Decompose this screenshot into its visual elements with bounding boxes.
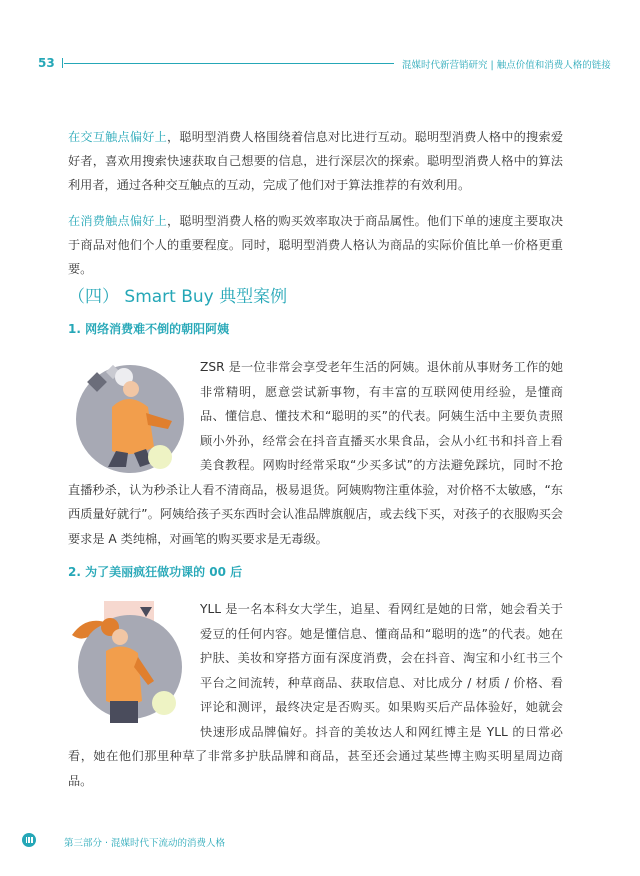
running-title: 混媒时代新营销研究 | 触点价值和消费人格的链接 <box>402 60 611 71</box>
footer-part-label: 第三部分 · 混媒时代下流动的消费人格 <box>64 838 226 849</box>
page-number: 53 <box>38 56 55 70</box>
section-heading: （四） Smart Buy 典型案例 <box>68 287 288 307</box>
interaction-text: ，聪明型消费人格围绕着信息对比进行互动。聪明型消费人格中的搜索爱好者，喜欢用搜索快速获取自己想要的信息，进行深层次的探索。聪明型消费人格中的算法利用者，通过各种交互触点的互动，完成了他们对于算法推荐的有效利用。 <box>68 130 564 192</box>
case-1-block <box>68 355 563 551</box>
consumption-highlight: 在消费触点偏好上 <box>68 214 168 228</box>
consumption-text: ，聪明型消费人格的购买效率取决于商品属性。他们下单的速度主要取决于商品对他们个人的重要程度。同时，聪明型消费人格认为商品的实际价值比单一价格更重要。 <box>68 214 564 276</box>
header-divider-tick <box>62 58 63 68</box>
elderly-woman-illustration <box>68 355 196 475</box>
case-1-title: 1. 网络消费难不倒的朝阳阿姨 <box>68 322 230 336</box>
case-2-block <box>68 597 563 793</box>
case-2-title: 2. 为了美丽疯狂做功课的 00 后 <box>68 565 243 579</box>
page-header <box>0 0 640 80</box>
header-rule <box>64 63 394 64</box>
case-2-text: YLL 是一名本科女大学生，追星、看网红是她的日常，她会看关于爱豆的任何内容。她是懂信息、懂商品和“聪明的选”的代表。她在护肤、美妆和穿搭方面有深度消费，会在抖音、淘宝和小红书三个平台之间流转，种草商品、获取信息、对比成分 / 材质 / 价格、看评论和测评，最终决定是否购买。如果购买后产品体验好，她就会快速形成品牌偏好。抖音的美妆达人和网红博主是 YLL 的日常必看，她在他们那里种草了非常多护肤品牌和商品，甚至还会通过某些博主购买明星周边商品。 <box>68 602 563 788</box>
young-woman-illustration <box>68 597 196 737</box>
consumption-paragraph <box>68 209 563 281</box>
part-three-icon <box>22 833 36 847</box>
interaction-highlight: 在交互触点偏好上 <box>68 130 168 144</box>
case-1-text: ZSR 是一位非常会享受老年生活的阿姨。退休前从事财务工作的她非常精明，愿意尝试新事物，有丰富的互联网使用经验，是懂商品、懂信息、懂技术和“聪明的买”的代表。阿姨生活中主要负责照顾小外孙，经常会在抖音直播买水果食品，会从小红书和抖音上看美食教程。网购时经常采取“少买多试”的方法避免踩坑，同时不抢直播秒杀，认为秒杀让人看不清商品，极易退货。阿姨购物注重体验，对价格不太敏感，“东西质量好就行”。阿姨给孩子买东西时会认准品牌旗舰店，或去线下买，对孩子的衣服购买会要求是 A 类纯棉，对画笔的购买要求是无毒级。 <box>68 360 563 546</box>
interaction-paragraph <box>68 125 563 197</box>
